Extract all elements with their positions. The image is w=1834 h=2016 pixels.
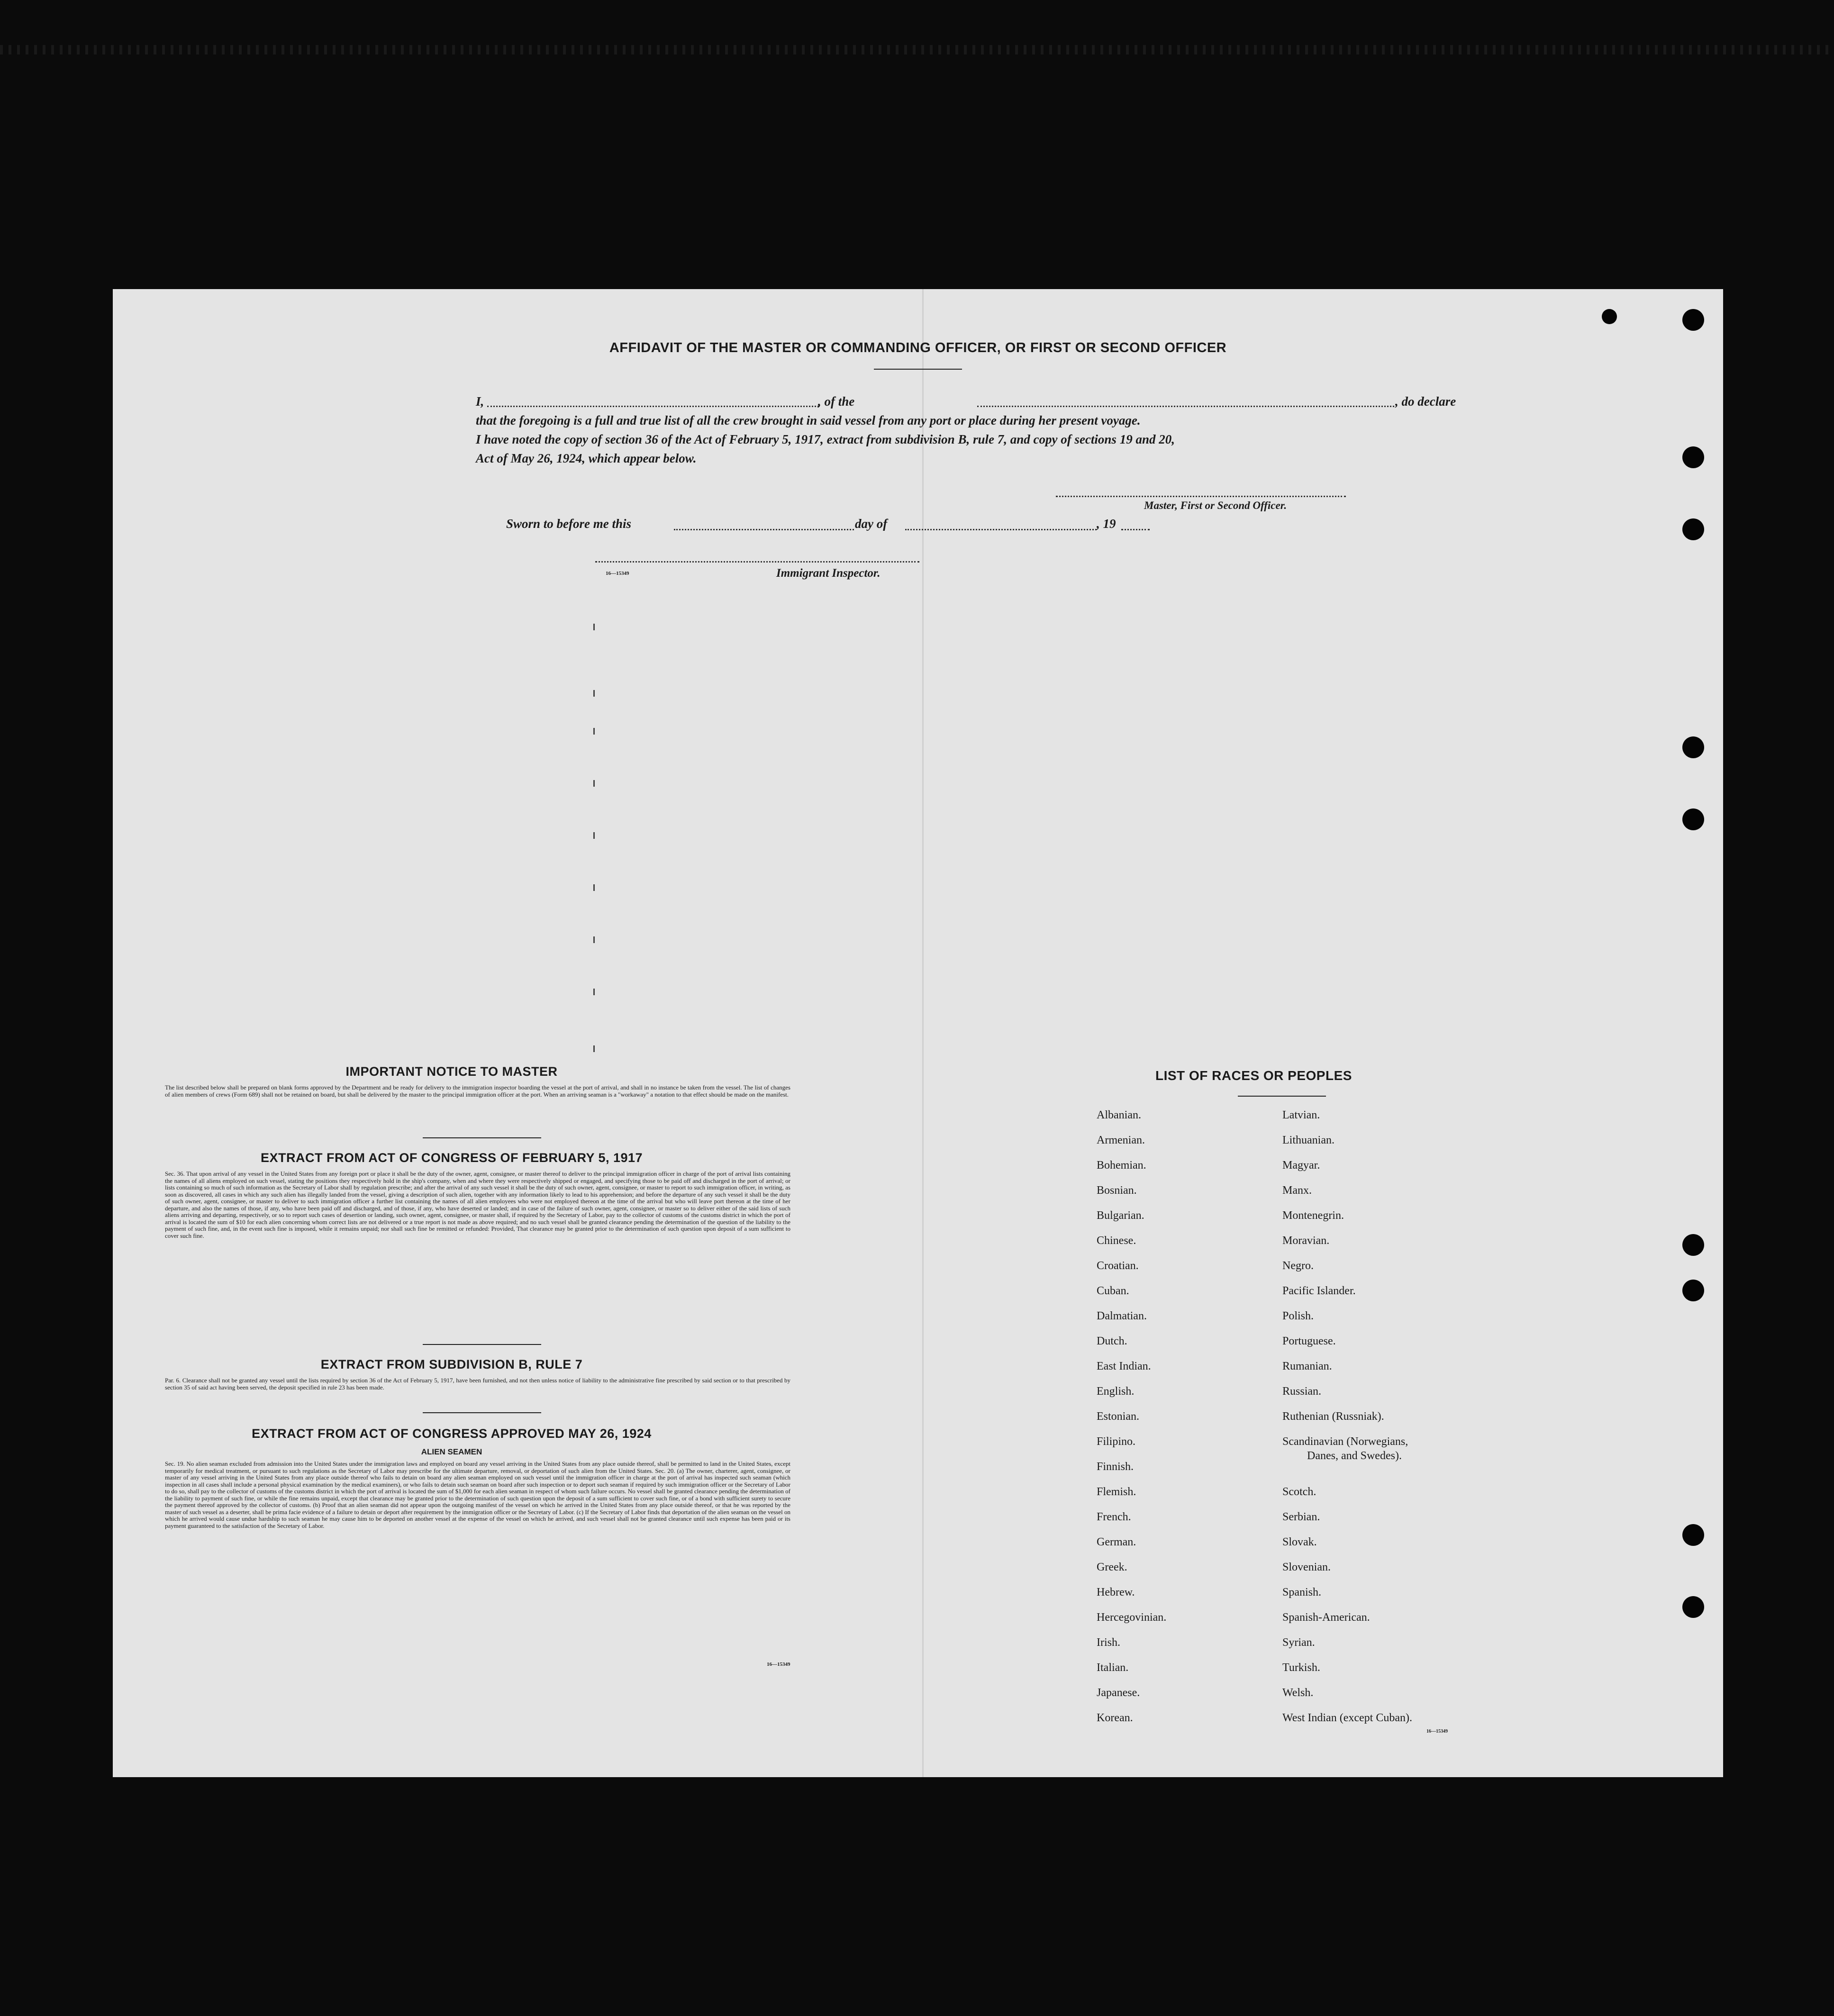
page-fold [922,289,924,1777]
races-title: LIST OF RACES OR PEOPLES [1155,1068,1352,1083]
affidavit-declare: , do declare [1395,394,1456,409]
race-item: Bohemian. [1097,1159,1146,1171]
title-rule [874,369,962,370]
race-item: Scotch. [1282,1486,1316,1498]
affidavit-of-the: , of the [818,394,855,409]
race-item: Lithuanian. [1282,1134,1335,1146]
subdivision-title: EXTRACT FROM SUBDIVISION B, RULE 7 [320,1357,583,1371]
punch-hole [1682,309,1704,331]
punch-hole [1682,1280,1704,1301]
race-item: French. [1097,1511,1131,1523]
race-item: Pacific Islander. [1282,1285,1356,1297]
section-rule [423,1412,541,1413]
sworn-day-blank[interactable] [674,529,854,530]
tick-mark [593,728,595,735]
race-item: Finnish. [1097,1461,1134,1473]
race-item: Flemish. [1097,1486,1136,1498]
race-item: German. [1097,1536,1136,1548]
race-item: Ruthenian (Russniak). [1282,1410,1384,1423]
extract-form-number: 16—15349 [767,1662,790,1667]
race-item: Spanish. [1282,1586,1322,1598]
race-item: Slovenian. [1282,1561,1331,1573]
race-item: Japanese. [1097,1687,1140,1699]
sworn-year-blank[interactable] [1121,529,1150,530]
race-item: Polish. [1282,1310,1314,1322]
race-item: Korean. [1097,1712,1133,1724]
race-item-continued: Danes, and Swedes). [1307,1450,1402,1462]
tick-mark [593,1045,595,1052]
sworn-label: Sworn to before me this [506,517,632,531]
race-item: Russian. [1282,1385,1322,1398]
tick-mark [593,624,595,630]
affidavit-line4: Act of May 26, 1924, which appear below. [476,451,697,465]
tick-mark [593,690,595,697]
race-item: Turkish. [1282,1662,1320,1674]
extract-1917-body: Sec. 36. That upon arrival of any vessel in the United States from any foreign port or place it shall be the duty of the owner, agent, consignee, or master thereof to deliver to the principal immigration officer in charge of the port of arrival lists containing the names of all aliens employed on such vessel, stating the positions they respectively hold in the ship's company, when and where they were respectively shipped or engaged, and specifying those to be paid off and discharged in the port of arrival; or lists containing so much of such information as the Secretary of Labor shall by regulation prescribe; and after the arrival of any such vessel it shall be the duty of such owner, agent, consignee, or master to report to such immigration officer, in writing, as soon as discovered, all cases in which any such alien has illegally landed from the vessel, giving a description of such alien, together with any information likely to lead to his apprehension; and before the departure of any such vessel it shall be the duty of such owner, agent, consignee, or master to deliver to such immigration officer a further list containing the names of all alien employees who were not employed thereon at the time of the arrival but who will leave port thereon at the time of her departure, and also the names of those, if any, who have been paid off and discharged, and of those, if any, who have deserted or landed; and in case of the failure of such owner, agent, consignee, or master so to deliver either of the said lists of such aliens arriving and departing, respectively, or so to report such cases of desertion or landing, such owner, agent, consignee, or master shall, if required by the Secretary of Labor, pay to the collector of customs of the customs district in which the port of arrival is located the sum of $10 for each alien concerning whom correct lists are not delivered or a true report is not made as above required; and no such vessel shall be granted clearance pending the determination of the question of the liability to the payment of such fine, and, in the event such fine is imposed, while it remains unpaid; nor shall such fine be remitted or refunded: Provided, That clearance may be granted prior to the determination of such question upon deposit of a sum sufficient to cover such fine. [165,1170,790,1239]
sworn-month-blank[interactable] [905,529,1097,530]
master-signature-label: Master, First or Second Officer. [1144,499,1287,511]
race-item: East Indian. [1097,1360,1151,1372]
races-rule [1238,1096,1326,1097]
scan-noise-strip [0,45,1834,54]
subdivision-body: Par. 6. Clearance shall not be granted any vessel until the lists required by section 36 of the Act of February 5, 1917, have been furnished, and not then unless notice of liability to the administrative fine prescribed by said section or to that prescribed by section 35 of said act having been served, the deposit specified in rule 23 has been made. [165,1377,790,1391]
race-item: Croatian. [1097,1260,1139,1272]
race-item: Montenegrin. [1282,1209,1344,1222]
document-page [113,289,1723,1777]
race-item: Syrian. [1282,1636,1315,1649]
race-item: Chinese. [1097,1235,1136,1247]
punch-hole [1682,1524,1704,1546]
races-form-number: 16—15349 [1426,1729,1448,1734]
punch-hole [1682,518,1704,540]
race-item: West Indian (except Cuban). [1282,1712,1412,1724]
race-item: Negro. [1282,1260,1314,1272]
inspector-signature-line[interactable] [595,561,919,563]
race-item: Serbian. [1282,1511,1320,1523]
race-item: Bulgarian. [1097,1209,1144,1222]
day-of-label: day of [855,517,888,531]
punch-hole [1682,808,1704,830]
race-item: Filipino. [1097,1435,1136,1448]
alien-seamen-subtitle: ALIEN SEAMEN [421,1447,482,1456]
tick-mark [593,884,595,891]
punch-hole [1682,736,1704,758]
section-rule [423,1137,541,1138]
race-item: Spanish-American. [1282,1611,1370,1624]
race-item: Irish. [1097,1636,1120,1649]
race-item: Dutch. [1097,1335,1127,1347]
affidavit-i: I, [476,394,484,409]
race-item: Hercegovinian. [1097,1611,1167,1624]
race-item: Welsh. [1282,1687,1314,1699]
notice-body: The list described below shall be prepared on blank forms approved by the Department and be ready for delivery to the immigration inspector boarding the vessel at the port of arrival, and shall in no instance be taken from the vessel. The list of changes of alien members of crews (Form 689) shall not be retained on board, but shall be delivered by the master to the principal immigration officer at the port. When an arriving seaman is a "workaway" a notation to that effect should be made on the manifest. [165,1084,790,1098]
year-label: , 19 [1097,517,1116,531]
race-item: Estonian. [1097,1410,1139,1423]
affidavit-line2: that the foregoing is a full and true list of all the crew brought in said vessel from any port or place during her present voyage. [476,413,1141,427]
punch-hole [1602,309,1617,324]
race-item: Greek. [1097,1561,1127,1573]
section-rule [423,1344,541,1345]
race-item: Italian. [1097,1662,1129,1674]
race-item: Scandinavian (Norwegians, [1282,1435,1408,1448]
race-item: Hebrew. [1097,1586,1135,1598]
race-item: Bosnian. [1097,1184,1137,1197]
extract-1917-title: EXTRACT FROM ACT OF CONGRESS OF FEBRUARY 5, 1917 [260,1151,643,1165]
extract-1924-title: EXTRACT FROM ACT OF CONGRESS APPROVED MAY 26, 1924 [252,1426,652,1441]
race-item: Rumanian. [1282,1360,1332,1372]
affidavit-title: AFFIDAVIT OF THE MASTER OR COMMANDING OFFICER, OR FIRST OR SECOND OFFICER [609,340,1227,355]
name-blank[interactable] [487,406,819,407]
race-item: Moravian. [1282,1235,1330,1247]
race-item: Albanian. [1097,1109,1141,1121]
tick-mark [593,832,595,839]
affidavit-form-number: 16—15349 [606,571,629,576]
vessel-blank[interactable] [977,406,1394,407]
inspector-label: Immigrant Inspector. [776,567,881,580]
race-item: Magyar. [1282,1159,1320,1171]
race-item: English. [1097,1385,1135,1398]
race-item: Cuban. [1097,1285,1129,1297]
race-item: Armenian. [1097,1134,1145,1146]
tick-mark [593,780,595,787]
race-item: Dalmatian. [1097,1310,1147,1322]
notice-title: IMPORTANT NOTICE TO MASTER [345,1064,558,1079]
tick-mark [593,936,595,943]
tick-mark [593,989,595,995]
extract-1924-body: Sec. 19. No alien seaman excluded from admission into the United States under the immigration laws and employed on board any vessel arriving in the United States from any place outside thereof, shall be permitted to land in the United States, except temporarily for medical treatment, or pursuant to such regulations as the Secretary of Labor may prescribe for the ultimate departure, removal, or deportation of such alien from the United States. Sec. 20. (a) The owner, charterer, agent, consignee, or master of any vessel arriving in the United States from any place outside thereof who fails to detain on board any alien seaman employed on such vessel until the immigration officer in charge at the port of arrival has inspected such seaman (which inspection in all cases shall include a personal physical examination by the medical examiners), or who fails to detain such seaman on board after such inspection or to deport such seaman if required by such immigration officer or the Secretary of Labor to do so, shall pay to the collector of customs of the customs district in which the port of arrival is located the sum of $1,000 for each alien seaman in respect of whom such failure occurs. No vessel shall be granted clearance pending the determination of the liability to payment of such fine, or while the fine remains unpaid, except that clearance may be granted prior to the determination of such question upon the deposit of a sum sufficient to cover such fine, or of a bond with sufficient surety to secure the payment thereof approved by the collector of customs. (b) Proof that an alien seaman did not appear upon the outgoing manifest of the vessel on which he arrived in the United States from any place outside thereof, or that he was reported by the master of such vessel as a deserter, shall be prima facie evidence of a failure to detain or deport after requirement by the immigration officer or the Secretary of Labor. (c) If the Secretary of Labor finds that deportation of the alien seaman on the vessel on which he arrived would cause undue hardship to such seaman he may cause him to be deported on another vessel at the expense of the vessel on which he arrived, and such vessel shall not be granted clearance until such expense has been paid or its payment guaranteed to the satisfaction of the Secretary of Labor. [165,1460,790,1529]
race-item: Portuguese. [1282,1335,1336,1347]
affidavit-line3: I have noted the copy of section 36 of the Act of February 5, 1917, extract from subdivision B, rule 7, and copy of sections 19 and 20, [476,432,1175,446]
master-signature-line[interactable] [1056,496,1346,497]
race-item: Slovak. [1282,1536,1317,1548]
punch-hole [1682,446,1704,468]
punch-hole [1682,1234,1704,1256]
punch-hole [1682,1596,1704,1618]
race-item: Manx. [1282,1184,1312,1197]
race-item: Latvian. [1282,1109,1320,1121]
